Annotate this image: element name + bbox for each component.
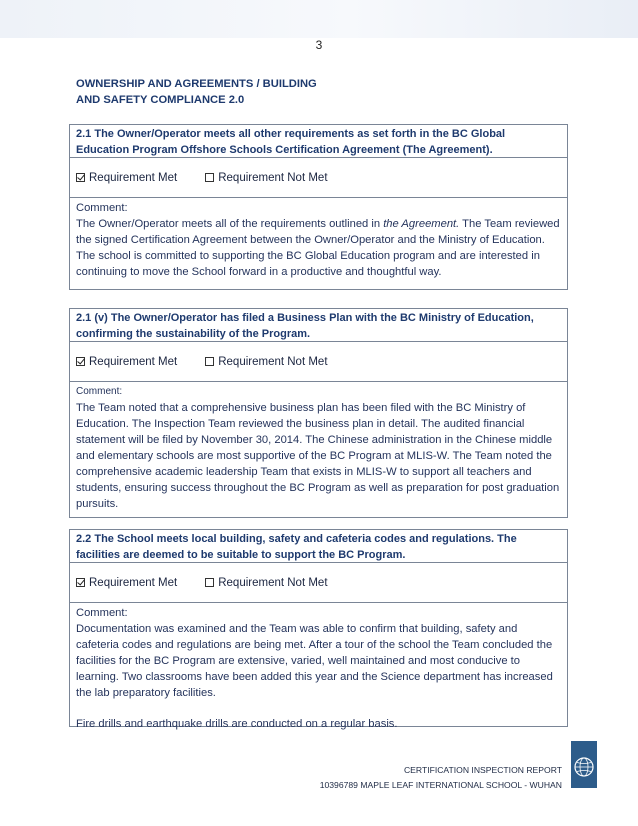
requirement-not-met-label: Requirement Not Met xyxy=(218,171,328,184)
page-number: 3 xyxy=(315,38,323,52)
requirement-not-met-checkbox[interactable] xyxy=(205,577,327,589)
checked-box-icon xyxy=(76,357,85,366)
comment-text xyxy=(76,216,561,280)
section-title xyxy=(76,76,396,108)
comment-label: Comment: xyxy=(76,202,128,214)
footer-school-name: 10396789 MAPLE LEAF INTERNATIONAL SCHOOL - WUHAN xyxy=(319,780,562,790)
requirement-met-checkbox[interactable] xyxy=(76,356,177,368)
paragraph-gap xyxy=(76,701,561,716)
requirement-met-label: Requirement Met xyxy=(89,576,178,589)
requirement-met-label: Requirement Met xyxy=(89,171,178,184)
comment-text: Documentation was examined and the Team was able to confirm that building, safety and cafeteria codes and regulations are being met. After a tour of the school the Team concluded the facilities for the BC Program are extensive, varied, well maintained and most conducive to learning. Two classrooms have been added this year and the Science department has increased the lab preparatory facilities. xyxy=(76,623,553,699)
comment-label: Comment: xyxy=(76,607,128,619)
requirement-status xyxy=(70,157,567,197)
requirement-status xyxy=(70,562,567,602)
header-band xyxy=(0,0,638,38)
logo-bar xyxy=(571,741,597,788)
requirement-met-label: Requirement Met xyxy=(89,355,178,368)
requirement-heading: 2.1 The Owner/Operator meets all other requirements as set forth in the BC Global Education Program Offshore Schools Certification Agreement (The Agreement). xyxy=(76,128,506,156)
requirement-block-2-1 xyxy=(69,124,568,290)
comment-section xyxy=(70,197,567,289)
requirement-not-met-checkbox[interactable] xyxy=(205,172,327,184)
requirement-met-checkbox[interactable] xyxy=(76,172,177,184)
comment-section xyxy=(70,602,567,730)
footer xyxy=(320,763,562,793)
requirement-heading: 2.2 The School meets local building, safety and cafeteria codes and regulations. The facilities are deemed to be suitable to support the BC Program. xyxy=(76,533,517,561)
comment-section xyxy=(70,381,567,517)
comment-text-end: The Team reviewed the signed Certification Agreement between the Owner/Operator and the Ministry of Education. The school is committed to supporting the BC Global Education program and are interested in continuing to move the School forward in a productive and thoughtful way. xyxy=(76,218,560,278)
empty-box-icon xyxy=(205,578,214,587)
comment-text-start: The Owner/Operator meets all of the requirements outlined in xyxy=(76,218,384,230)
agreement-emphasis: the Agreement. xyxy=(383,218,460,230)
requirement-status xyxy=(70,341,567,381)
comment-text-2: Fire drills and earthquake drills are conducted on a regular basis. xyxy=(76,718,398,730)
checked-box-icon xyxy=(76,173,85,182)
comment-label: Comment: xyxy=(76,386,123,397)
requirement-heading: 2.1 (v) The Owner/Operator has filed a Business Plan with the BC Ministry of Education, confirming the sustainability of the Program. xyxy=(76,312,534,340)
section-title-line-1: OWNERSHIP AND AGREEMENTS / BUILDING xyxy=(76,78,317,90)
requirement-met-checkbox[interactable] xyxy=(76,577,177,589)
empty-box-icon xyxy=(205,173,214,182)
requirement-not-met-label: Requirement Not Met xyxy=(218,355,328,368)
comment-text: The Team noted that a comprehensive business plan has been filed with the BC Ministry of Education. The Inspection Team reviewed the business plan in detail. The audited financial statement will be filed by November 30, 2014. The Chinese administration in the Chinese middle and elementary schools are most supportive of the BC Program at MLIS-W. The Team noted the comprehensive academic leadership Team that exists in MLIS-W to support all teachers and students, ensuring success throughout the BC Program as well as preparation for post graduation pursuits. xyxy=(76,402,560,510)
empty-box-icon xyxy=(205,357,214,366)
requirement-block-2-2 xyxy=(69,529,568,730)
requirement-block-2-1-v xyxy=(69,308,568,518)
footer-report-title: CERTIFICATION INSPECTION REPORT xyxy=(403,765,562,775)
globe-icon xyxy=(572,755,596,779)
requirement-not-met-checkbox[interactable] xyxy=(205,356,327,368)
checked-box-icon xyxy=(76,578,85,587)
requirement-not-met-label: Requirement Not Met xyxy=(218,576,328,589)
section-title-line-2: AND SAFETY COMPLIANCE 2.0 xyxy=(76,94,245,106)
